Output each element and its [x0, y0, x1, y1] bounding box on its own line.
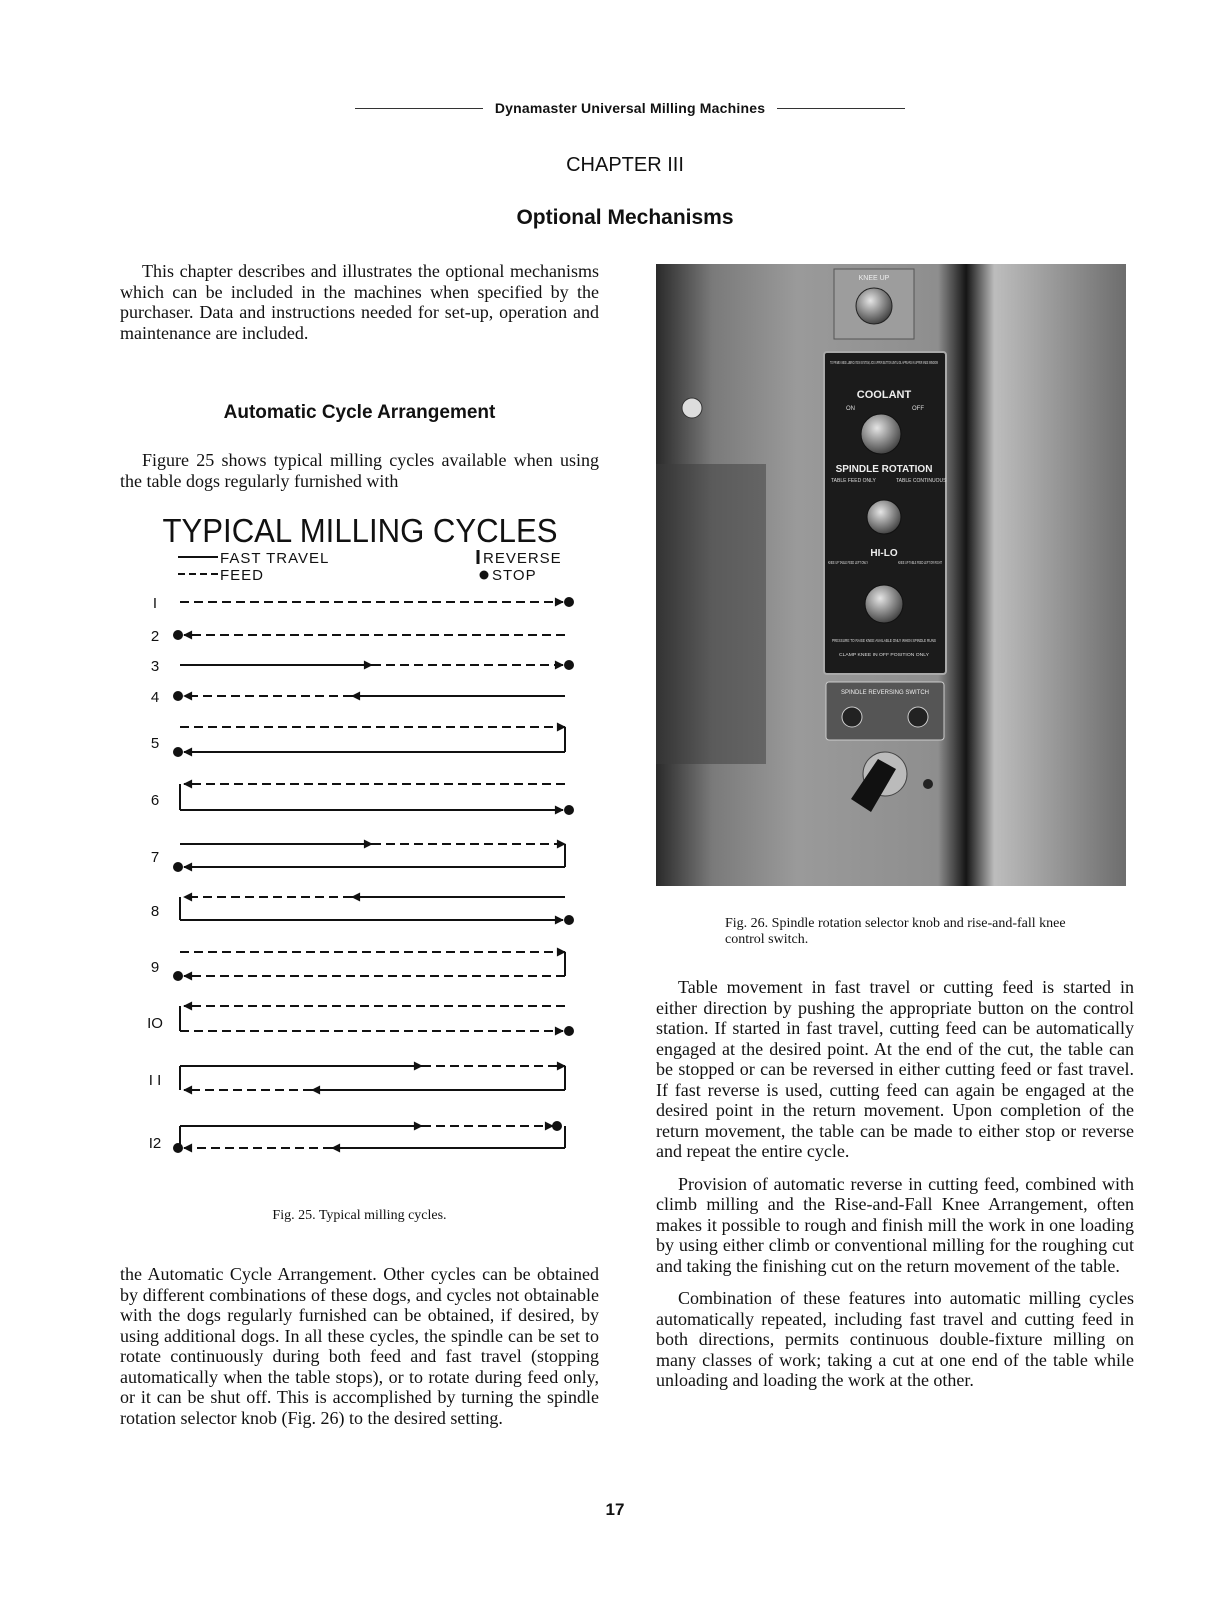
side-screw-icon — [682, 398, 702, 418]
cycle-4-number: 4 — [150, 689, 160, 706]
cycle-lines — [147, 595, 574, 1153]
cycle-1-stop — [564, 597, 574, 607]
left-continuation-paragraph — [120, 1264, 599, 1428]
running-head — [355, 98, 905, 118]
running-head-text: Dynamaster Universal Milling Machines — [494, 100, 766, 116]
milling-cycles-svg — [140, 514, 590, 1174]
right-paragraph-2: Provision of automatic reverse in cutting feed, combined with climb milling and the Rise-and-Fall Knee Arrangement, often makes it possible to rough and finish mill the work in one loading by using either climb or conventional milling for the roughing cut and taking the finishing cut on the return movement of the table. — [656, 1173, 1134, 1276]
spindle-rotation-label: SPINDLE ROTATION — [835, 464, 933, 475]
control-panel-svg — [656, 264, 1126, 886]
table-continuous-label: TABLE CONTINUOUS — [896, 478, 947, 484]
cycle-9-stop — [173, 971, 183, 981]
legend-reverse-label: REVERSE — [483, 550, 562, 567]
coolant-label: COOLANT — [856, 389, 912, 401]
cycle-6-number: 6 — [150, 792, 160, 809]
cycle-4-stop — [173, 691, 183, 701]
knee-up-right-label: KNEE UP TABLE FEED LEFT OR RIGHT — [898, 560, 943, 565]
cycle-2-stop — [173, 630, 183, 640]
page-title: Optional Mechanisms — [516, 206, 734, 229]
chapter-label: CHAPTER III — [566, 154, 684, 176]
cycle-3-number: 3 — [150, 658, 160, 675]
coolant-on-label: ON — [846, 406, 855, 412]
legend-stop-symbol — [480, 571, 489, 580]
running-head-rule-right — [777, 108, 905, 109]
reversing-switch-label: SPINDLE REVERSING SWITCH — [840, 690, 930, 696]
intro-paragraph — [120, 261, 599, 343]
cycle-8-stop — [564, 915, 574, 925]
fig25-lead-paragraph — [120, 450, 599, 491]
reverse-right-icon — [908, 707, 928, 727]
prime-instruction: TO PRIME KNEE LUBRICATION SYSTEM, JOG UPPER BUTTON UNTIL OIL APPEARS IN UPPER KNEE WINDOW — [830, 360, 939, 365]
photo-side-door — [656, 464, 766, 764]
pressure-note: PRESSURE TO RAISE KNEE AVAILABLE ONLY WHEN SPINDLE RUNS — [832, 638, 936, 643]
clamp-note: CLAMP KNEE IN OFF POSITION ONLY — [839, 652, 929, 657]
knee-up-label: KNEE UP — [858, 275, 890, 282]
table-feed-only-label: TABLE FEED ONLY — [831, 478, 876, 484]
cycle-5-number: 5 — [150, 735, 160, 752]
cycle-12-stop — [552, 1121, 562, 1131]
knee-up-button-icon — [856, 288, 892, 324]
left-continuation-text: the Automatic Cycle Arrangement. Other cycles can be obtained by different combinations of these dogs, and cycles not obtainable with the dogs regularly furnished can be obtained, if desired, by using additional dogs. In all these cycles, the spindle can be set to rotate continuously during both feed and fast travel (stopping automatically when the table stops), or to rotate during feed only, or it can be shut off. This is accomplished by turning the spindle rotation selector knob (Fig. 26) to the desired setting. — [120, 1264, 599, 1428]
cycle-10-stop — [564, 1026, 574, 1036]
cycle-7-number: 7 — [150, 849, 160, 866]
right-paragraph-3: Combination of these features into automatic milling cycles automatically repeated, including fast travel and cutting feed in both directions, permits continuous double-fixture milling on many classes of work; taking a cut at one end of the table while unloading and loading the work at the other. — [656, 1288, 1134, 1390]
cycle-2-number: 2 — [150, 628, 160, 645]
legend-fast-travel-label: FAST TRAVEL — [220, 550, 330, 567]
hi-lo-knob-icon — [865, 585, 903, 623]
coolant-knob-icon — [861, 414, 901, 454]
coolant-off-label: OFF — [912, 406, 924, 412]
running-head-rule-left — [355, 108, 483, 109]
page-number: 17 — [605, 1500, 625, 1519]
cycle-12-stop — [173, 1143, 183, 1153]
right-column — [656, 977, 1134, 1403]
cycle-8-number: 8 — [150, 903, 160, 920]
right-paragraph-1: Table movement in fast travel or cutting feed is started in either direction by pushing the appropriate button on the control station. If started in fast travel, cutting feed can be automatically engaged at the desired point. At the end of the cut, the table can be stopped or can be reversed in either cutting feed or fast travel. If fast reverse is used, cutting feed can again be engaged at the desired point in the return movement. Upon completion of the return movement, the table can be made to either stop or reverse and repeat the entire cycle. — [656, 977, 1134, 1161]
hi-lo-label: HI-LO — [870, 548, 898, 559]
cycle-12-number: I2 — [148, 1135, 162, 1152]
diagram-title: TYPICAL MILLING CYCLES — [162, 514, 558, 549]
legend-stop-label: STOP — [492, 567, 537, 584]
cycle-6-stop — [564, 805, 574, 815]
fig25-lead-text: Figure 25 shows typical milling cycles available when using the table dogs regularly furnished with — [120, 450, 599, 491]
cycle-11-number: I I — [148, 1072, 162, 1089]
cycle-5-stop — [173, 747, 183, 757]
knee-up-left-label: KNEE UP TABLE FEED LEFT ONLY — [828, 560, 868, 565]
intro-text: This chapter describes and illustrates the optional mechanisms which can be included in the machines when specified by the purchaser. Data and instructions needed for set-up, operation and maintenance are included. — [120, 261, 599, 343]
fig25-caption: Fig. 25. Typical milling cycles. — [272, 1208, 447, 1223]
spindle-rotation-knob-icon — [867, 500, 901, 534]
cycle-3-stop — [564, 660, 574, 670]
cycle-10-number: IO — [147, 1015, 163, 1032]
legend-feed-label: FEED — [220, 567, 265, 584]
section-heading: Automatic Cycle Arrangement — [223, 402, 496, 423]
cycle-7-stop — [173, 862, 183, 872]
cycle-9-number: 9 — [150, 959, 160, 976]
milling-cycles-diagram — [140, 514, 590, 1174]
reverse-left-icon — [842, 707, 862, 727]
control-panel-photo — [656, 264, 1126, 886]
fig26-caption: Fig. 26. Spindle rotation selector knob and rise-and-fall knee control switch. — [725, 916, 1066, 947]
cycle-1-number: I — [152, 595, 158, 612]
indicator-light-icon — [923, 779, 933, 789]
